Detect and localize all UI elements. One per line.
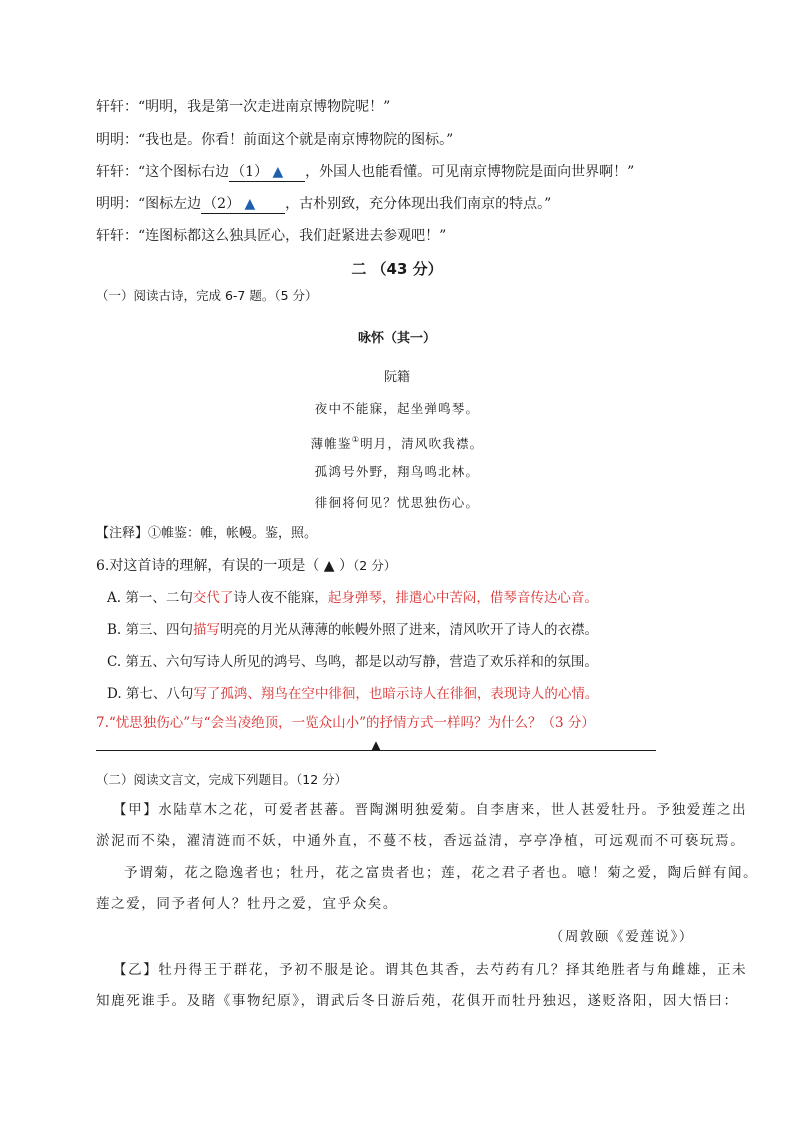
fill-blank-2[interactable] — [201, 195, 285, 214]
poem-line-2 — [0, 431, 794, 453]
passage-jia-line-4: 莲之爱，同予者何人？牡丹之爱，宜乎众矣。 — [96, 896, 398, 912]
answer-triangle-icon: ▲ — [272, 164, 284, 180]
poem-line-2-end: 明月，清风吹我襟。 — [360, 436, 484, 451]
dialogue-line-3 — [96, 163, 634, 182]
option-label: B. 第三、四句 — [107, 622, 194, 638]
question-7-stem: 7.“忧思独伤心”与“会当凌绝顶，一览众山小”的抒情方式一样吗？为什么？（3 分） — [96, 715, 595, 731]
blank-number: （1） — [231, 164, 269, 180]
dialogue-line-5 — [96, 227, 446, 245]
passage-jia-line-1: 【甲】水陆草木之花，可爱者甚蕃。晋陶渊明独爱菊。自李唐来，世人甚爱牡丹。予独爱莲之出 — [113, 802, 748, 818]
question-6-option-a[interactable] — [107, 589, 598, 607]
utterance: “明明，我是第一次走进南京博物院呢！” — [138, 99, 391, 115]
highlight: 写了孤鸿、翔鸟在空中徘徊，也暗示诗人在徘徊，表现诗人的心情。 — [193, 686, 599, 702]
passage-yi-line-2: 知鹿死谁手。及睹《事物纪原》，谓武后冬日游后苑，花俱开而牡丹独迟，遂贬洛阳，因大悟曰： — [96, 993, 739, 1009]
utterance-pre: “图标左边 — [138, 196, 202, 212]
poem-note: 【注释】①帷鉴：帷，帐幔。鉴，照。 — [96, 526, 318, 541]
poem-line-3: 孤鸿号外野，翔鸟鸣北林。 — [314, 464, 480, 479]
section-title: 二 （43 分） — [351, 260, 443, 278]
dialogue-line-4 — [96, 195, 551, 214]
highlight: 交代了 — [192, 590, 234, 606]
speaker: 明明： — [96, 196, 138, 212]
question-6-stem — [96, 557, 396, 575]
poem-line-2-start: 薄帷鉴 — [310, 436, 352, 451]
speaker: 明明： — [96, 132, 138, 148]
answer-triangle-icon: ▲ — [244, 196, 256, 212]
option-text: 明亮的月光从薄薄的帐幔外照了进来，清风吹开了诗人的衣襟。 — [220, 622, 599, 638]
question-6-text: 6.对这首诗的理解，有误的一项是（ ▲ ） — [96, 558, 354, 574]
answer-line[interactable] — [96, 750, 656, 751]
poem-line-1: 夜中不能寐，起坐弹鸣琴。 — [314, 401, 480, 416]
passage-jia-line-3: 予谓菊，花之隐逸者也；牡丹，花之富贵者也；莲，花之君子者也。噫！菊之爱，陶后鲜有闻。 — [124, 865, 759, 881]
highlight: 起身弹琴，排遣心中苦闷，借琴音传达心音。 — [327, 590, 598, 606]
utterance-post: ，古朴别致，充分体现出我们南京的特点。” — [285, 196, 552, 212]
fill-blank-1[interactable] — [229, 163, 305, 182]
passage-source: （周敦颐《爱莲说》） — [549, 929, 694, 945]
blank-number: （2） — [203, 196, 241, 212]
speaker: 轩轩： — [96, 228, 138, 244]
dialogue-line-1 — [96, 98, 390, 116]
question-6-score: （2 分） — [353, 558, 397, 573]
option-label: A. 第一、二句 — [107, 590, 193, 606]
utterance-pre: “这个图标右边 — [138, 164, 230, 180]
highlight: 描写 — [193, 622, 221, 638]
passage-jia-line-2: 淤泥而不染，濯清涟而不妖，中通外直，不蔓不枝，香远益清，亭亭净植，可远观而不可亵玩焉。 — [96, 833, 746, 849]
option-text: C. 第五、六句写诗人所见的鸿号、鸟鸣，都是以动写静，营造了欢乐祥和的氛围。 — [107, 654, 598, 670]
poem-title: 咏怀（其一） — [357, 331, 436, 346]
question-6-option-d[interactable] — [107, 685, 598, 703]
poem-line-4: 徘徊将何见？忧思独伤心。 — [314, 495, 480, 510]
passage-yi-line-1: 【乙】牡丹得王于群花，予初不服是论。谓其色其香，去芍药有几？择其绝胜者与角雌雄，正未 — [113, 962, 748, 978]
speaker: 轩轩： — [96, 99, 138, 115]
poem-author: 阮籍 — [383, 370, 410, 385]
speaker: 轩轩： — [96, 164, 138, 180]
utterance-post: ，外国人也能看懂。可见南京博物院是面向世界啊！” — [305, 164, 635, 180]
utterance: “连图标都这么独具匠心，我们赶紧进去参观吧！” — [138, 228, 447, 244]
part2-heading: （二）阅读文言文，完成下列题目。（12 分） — [96, 772, 348, 787]
option-label: D. 第七、八句 — [107, 686, 194, 702]
answer-triangle-icon: ▲ — [371, 738, 381, 752]
footnote-marker: ① — [351, 435, 361, 444]
option-text: 诗人夜不能寐， — [233, 590, 328, 606]
part1-heading: （一）阅读古诗，完成 6-7 题。（5 分） — [96, 288, 318, 303]
dialogue-line-2 — [96, 131, 453, 149]
question-6-option-c[interactable] — [107, 653, 598, 671]
utterance: “我也是。你看！前面这个就是南京博物院的图标。” — [138, 132, 454, 148]
question-6-option-b[interactable] — [107, 621, 598, 639]
